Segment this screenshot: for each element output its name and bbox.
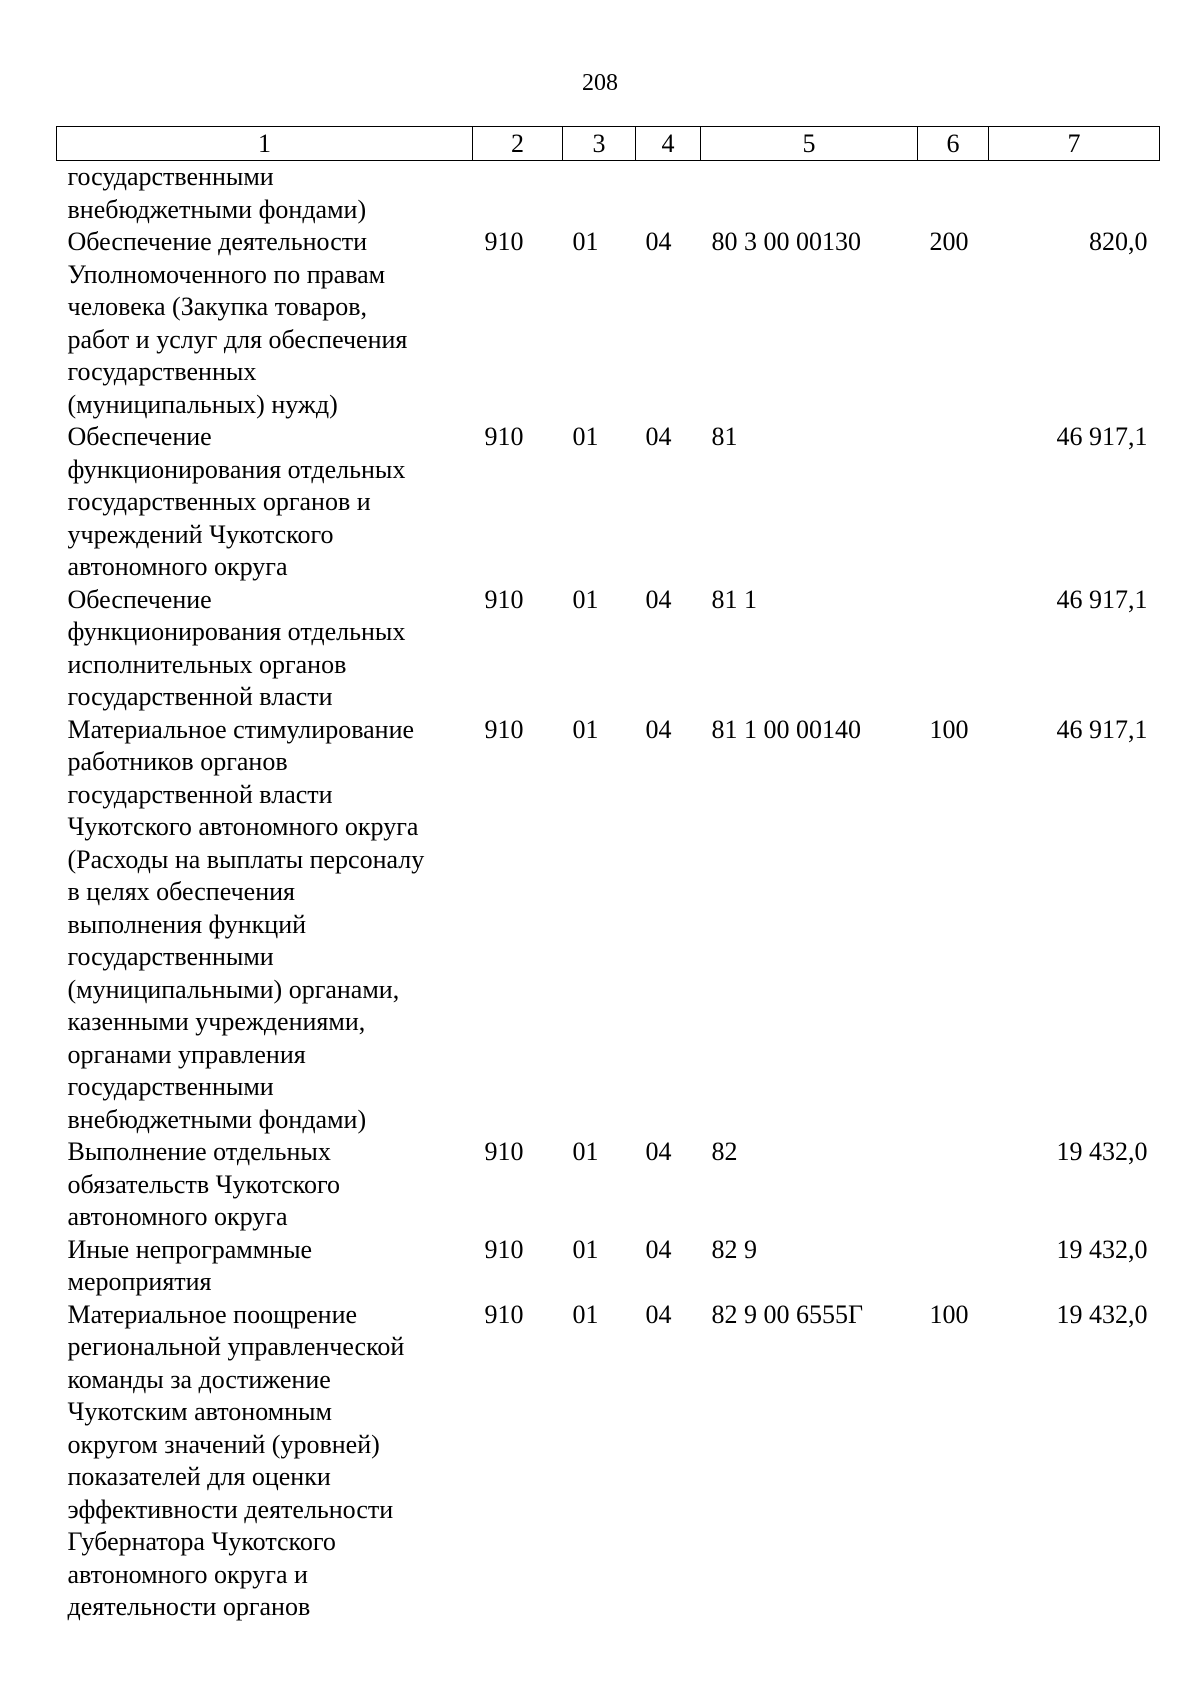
row-ministry-code (473, 161, 563, 227)
row-amount: 820,0 (1089, 227, 1148, 256)
row-ministry-code: 910 (484, 714, 524, 744)
header-row (57, 127, 1160, 161)
table-row (57, 226, 1160, 421)
row-ministry-code: 910 (484, 1137, 524, 1166)
row-subsection-code: 04 (645, 1137, 672, 1166)
row-target-item-code (701, 161, 918, 227)
row-target-item-code: 81 1 (711, 584, 757, 614)
row-section-code: 01 (572, 1137, 599, 1166)
row-amount: 19 432,0 (1056, 1137, 1148, 1166)
row-expense-type-code: 100 (929, 714, 969, 744)
table-body (57, 161, 1160, 1624)
row-expense-type-code (918, 584, 989, 714)
row-amount: 19 432,0 (1056, 1299, 1148, 1329)
row-expense-type-code (918, 1136, 989, 1234)
column-header-1: 1 (57, 127, 473, 161)
row-subsection-code: 04 (645, 714, 672, 744)
row-ministry-code: 910 (484, 1234, 524, 1264)
row-target-item-code: 81 (711, 422, 738, 451)
row-subsection-code (636, 161, 701, 227)
row-subsection-code: 04 (645, 1299, 672, 1329)
row-subsection-code: 04 (645, 227, 672, 256)
table-row (57, 1136, 1160, 1234)
row-expense-type-code: 200 (929, 227, 969, 256)
row-ministry-code: 910 (484, 584, 524, 614)
row-name: Обеспечение функционирования отдельных исполнительных органов государственной власти (67, 584, 406, 711)
row-name: Материальное стимулирование работников органов государственной власти Чукотского автономного округа (Расходы на выплаты персоналу в целях обеспечения выполнения функций государственными (муниципальными) органами, казенными учреждениями, органами управления государственными внебюджетными фондами) (67, 714, 425, 1134)
row-target-item-code: 81 1 00 00140 (711, 714, 861, 744)
row-section-code: 01 (572, 1299, 599, 1329)
column-header-2: 2 (473, 127, 563, 161)
row-amount: 46 917,1 (1056, 422, 1148, 451)
row-section-code: 01 (572, 714, 599, 744)
row-subsection-code: 04 (645, 584, 672, 614)
table-row (57, 421, 1160, 584)
table-row (57, 584, 1160, 714)
row-section-code (563, 161, 636, 227)
column-header-7: 7 (989, 127, 1160, 161)
table-row (57, 714, 1160, 1137)
row-expense-type-code (918, 421, 989, 584)
table-header (57, 127, 1160, 161)
row-name: Иные непрограммные мероприятия (67, 1234, 313, 1296)
row-name: Обеспечение функционирования отдельных государственных органов и учреждений Чукотского автономного округа (67, 422, 406, 581)
row-section-code: 01 (572, 1234, 599, 1264)
table-row (57, 161, 1160, 227)
row-target-item-code: 80 3 00 00130 (711, 227, 861, 256)
row-expense-type-code (918, 1234, 989, 1299)
row-name: Обеспечение деятельности Уполномоченного по правам человека (Закупка товаров, работ и услуг для обеспечения государственных (муниципальных) нужд) (67, 227, 408, 419)
row-name: государственными внебюджетными фондами) (67, 162, 367, 224)
row-ministry-code: 910 (484, 422, 524, 451)
row-name: Выполнение отдельных обязательств Чукотского автономного округа (67, 1137, 341, 1231)
row-expense-type-code: 100 (929, 1299, 969, 1329)
table-row (57, 1299, 1160, 1624)
row-section-code: 01 (572, 422, 599, 451)
row-section-code: 01 (572, 227, 599, 256)
budget-table (56, 126, 1160, 1624)
row-amount: 19 432,0 (1056, 1234, 1148, 1264)
row-section-code: 01 (572, 584, 599, 614)
row-expense-type-code (918, 161, 989, 227)
column-header-4: 4 (636, 127, 701, 161)
column-header-3: 3 (563, 127, 636, 161)
row-amount: 46 917,1 (1056, 584, 1148, 614)
row-ministry-code: 910 (484, 1299, 524, 1329)
row-name: Материальное поощрение региональной управленческой команды за достижение Чукотским автономным округом значений (уровней) показателей для оценки эффективности деятельности Губернатора Чукотского автономного округа и деятельности органов (67, 1299, 405, 1621)
row-subsection-code: 04 (645, 422, 672, 451)
row-amount: 46 917,1 (1056, 714, 1148, 744)
column-header-5: 5 (701, 127, 918, 161)
column-header-6: 6 (918, 127, 989, 161)
table-row (57, 1234, 1160, 1299)
row-amount (989, 161, 1160, 227)
row-target-item-code: 82 9 00 6555Г (711, 1299, 864, 1329)
row-target-item-code: 82 9 (711, 1234, 757, 1264)
row-subsection-code: 04 (645, 1234, 672, 1264)
row-ministry-code: 910 (484, 227, 524, 256)
row-target-item-code: 82 (711, 1137, 738, 1166)
page-number: 208 (582, 70, 618, 96)
